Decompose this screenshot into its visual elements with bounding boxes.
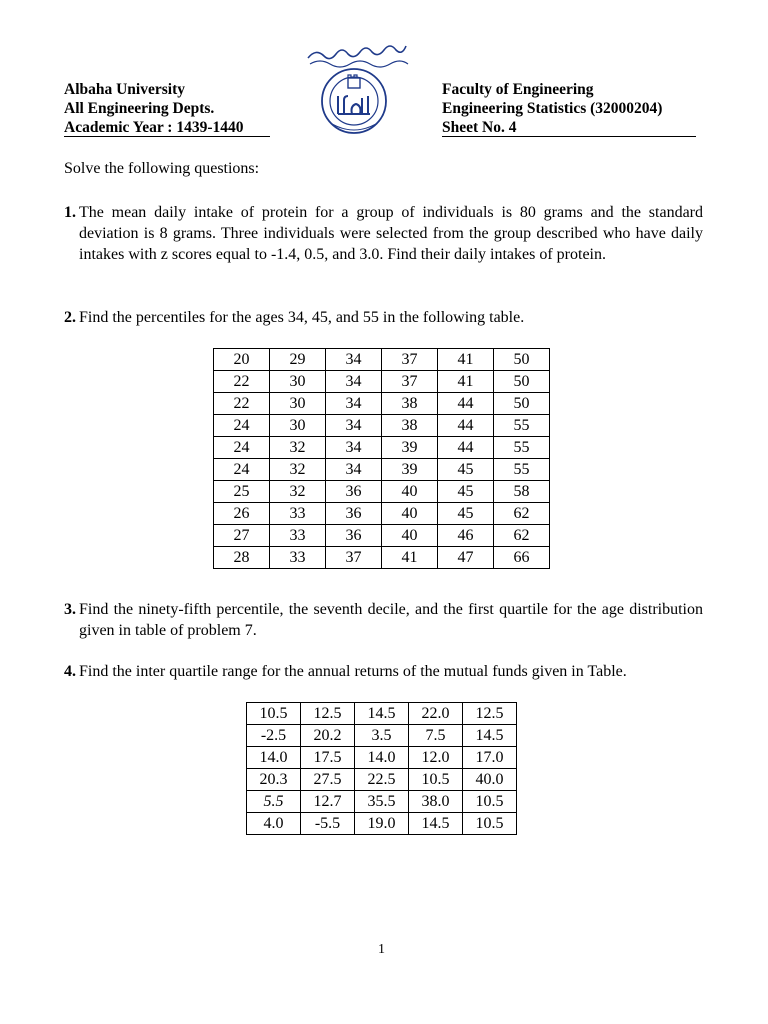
table-cell: 27.5 <box>301 769 355 791</box>
table-row <box>214 459 550 481</box>
question-2 <box>64 307 703 328</box>
table-cell: 24 <box>214 415 270 437</box>
table-cell: 14.5 <box>355 703 409 725</box>
table-cell: 27 <box>214 525 270 547</box>
table-cell: 33 <box>270 503 326 525</box>
question-1 <box>64 202 703 265</box>
table-cell: 40 <box>382 503 438 525</box>
table-cell: 25 <box>214 481 270 503</box>
table-cell: 14.0 <box>355 747 409 769</box>
table-cell: 37 <box>382 349 438 371</box>
table-cell: 55 <box>494 415 550 437</box>
table-row <box>247 725 517 747</box>
table-cell: 58 <box>494 481 550 503</box>
table-cell: 33 <box>270 525 326 547</box>
question-3 <box>64 599 703 641</box>
table-cell: 22.0 <box>409 703 463 725</box>
table-cell: 32 <box>270 437 326 459</box>
table-cell: 44 <box>438 393 494 415</box>
table-cell: 62 <box>494 525 550 547</box>
table-cell: 50 <box>494 371 550 393</box>
table-cell: 32 <box>270 459 326 481</box>
table-cell: 32 <box>270 481 326 503</box>
table-cell: 38 <box>382 393 438 415</box>
table-cell: 34 <box>326 371 382 393</box>
university-seal-icon <box>300 44 420 136</box>
table-cell: 10.5 <box>463 813 517 835</box>
question-number: 4. <box>64 663 76 680</box>
table-row <box>214 349 550 371</box>
table-cell: 36 <box>326 525 382 547</box>
table-row <box>214 393 550 415</box>
table-cell: 22.5 <box>355 769 409 791</box>
table-row <box>214 481 550 503</box>
faculty-name: Faculty of Engineering <box>442 81 594 98</box>
table-cell: 36 <box>326 503 382 525</box>
table-cell: 26 <box>214 503 270 525</box>
table-cell: 7.5 <box>409 725 463 747</box>
question-number: 3. <box>64 601 76 618</box>
table-cell: 40 <box>382 525 438 547</box>
table-cell: 17.0 <box>463 747 517 769</box>
table-cell: 10.5 <box>409 769 463 791</box>
table-cell: 47 <box>438 547 494 569</box>
table-cell: 14.5 <box>409 813 463 835</box>
table-cell: 34 <box>326 459 382 481</box>
table-row <box>247 703 517 725</box>
table-cell: 24 <box>214 459 270 481</box>
table-cell: 4.0 <box>247 813 301 835</box>
table-cell: 44 <box>438 415 494 437</box>
table-cell: 12.0 <box>409 747 463 769</box>
header-right <box>442 80 662 137</box>
table-cell: 50 <box>494 393 550 415</box>
question-number: 1. <box>64 204 76 221</box>
table-cell: 17.5 <box>301 747 355 769</box>
table-cell: 30 <box>270 415 326 437</box>
header-left <box>64 80 244 137</box>
table-cell: 12.5 <box>463 703 517 725</box>
question-text: Find the ninety-fifth percentile, the seventh decile, and the first quartile for the age distribution given in table of problem 7. <box>79 601 703 639</box>
question-number: 2. <box>64 309 76 326</box>
table-cell: 55 <box>494 459 550 481</box>
table-cell: 41 <box>438 371 494 393</box>
question-text: Find the percentiles for the ages 34, 45, and 55 in the following table. <box>79 309 525 326</box>
table-row <box>247 813 517 835</box>
table-cell: 45 <box>438 503 494 525</box>
table-cell: 20.3 <box>247 769 301 791</box>
table-cell: 35.5 <box>355 791 409 813</box>
header-right-rule <box>442 136 696 137</box>
table-cell: 12.5 <box>301 703 355 725</box>
table-cell: 5.5 <box>247 791 301 813</box>
table-cell: 41 <box>382 547 438 569</box>
table-cell: 34 <box>326 415 382 437</box>
table-cell: 40.0 <box>463 769 517 791</box>
table-cell: 10.5 <box>247 703 301 725</box>
header-left-rule <box>64 136 270 137</box>
table-cell: 66 <box>494 547 550 569</box>
table-cell: 33 <box>270 547 326 569</box>
table-row <box>214 371 550 393</box>
table-cell: 39 <box>382 437 438 459</box>
table-cell: 44 <box>438 437 494 459</box>
table-cell: 28 <box>214 547 270 569</box>
table-row <box>247 769 517 791</box>
table-cell: 34 <box>326 349 382 371</box>
table-row <box>247 747 517 769</box>
question-text: Find the inter quartile range for the annual returns of the mutual funds given in Table. <box>79 663 627 680</box>
table-cell: 55 <box>494 437 550 459</box>
table-cell: 62 <box>494 503 550 525</box>
table-row <box>214 503 550 525</box>
table-cell: 29 <box>270 349 326 371</box>
table-cell: 34 <box>326 437 382 459</box>
table-cell: -2.5 <box>247 725 301 747</box>
table-row <box>214 547 550 569</box>
ages-table <box>213 348 550 569</box>
table-cell: 24 <box>214 437 270 459</box>
sheet-number: Sheet No. 4 <box>442 119 517 136</box>
table-cell: 39 <box>382 459 438 481</box>
university-name: Albaha University <box>64 81 185 98</box>
table-cell: 14.0 <box>247 747 301 769</box>
table-cell: 10.5 <box>463 791 517 813</box>
table-cell: 3.5 <box>355 725 409 747</box>
table-cell: 20.2 <box>301 725 355 747</box>
instructions: Solve the following questions: <box>64 160 260 177</box>
table-cell: 30 <box>270 371 326 393</box>
table-cell: 22 <box>214 393 270 415</box>
course-name: Engineering Statistics (32000204) <box>442 100 663 117</box>
table-row <box>214 525 550 547</box>
table-row <box>247 791 517 813</box>
table-cell: 20 <box>214 349 270 371</box>
table-cell: 34 <box>326 393 382 415</box>
question-text: The mean daily intake of protein for a group of individuals is 80 grams and the standard deviation is 8 grams. Three individuals were selected from the group described who have daily intakes with z scores equal to -1.4, 0.5, and 3.0. Find their daily intakes of protein. <box>79 204 703 263</box>
table-cell: 38.0 <box>409 791 463 813</box>
table-cell: 36 <box>326 481 382 503</box>
table-cell: 46 <box>438 525 494 547</box>
table-cell: 45 <box>438 459 494 481</box>
table-cell: 14.5 <box>463 725 517 747</box>
question-4 <box>64 661 703 682</box>
page-number: 1 <box>378 942 385 957</box>
table-cell: 19.0 <box>355 813 409 835</box>
academic-year: Academic Year : 1439-1440 <box>64 119 244 136</box>
table-cell: 22 <box>214 371 270 393</box>
table-cell: 12.7 <box>301 791 355 813</box>
table-cell: 37 <box>326 547 382 569</box>
table-cell: 37 <box>382 371 438 393</box>
table-cell: 45 <box>438 481 494 503</box>
table-cell: 41 <box>438 349 494 371</box>
departments: All Engineering Depts. <box>64 100 215 117</box>
table-row <box>214 415 550 437</box>
table-cell: -5.5 <box>301 813 355 835</box>
table-row <box>214 437 550 459</box>
returns-table <box>246 702 517 835</box>
table-cell: 38 <box>382 415 438 437</box>
table-cell: 50 <box>494 349 550 371</box>
table-cell: 40 <box>382 481 438 503</box>
table-cell: 30 <box>270 393 326 415</box>
